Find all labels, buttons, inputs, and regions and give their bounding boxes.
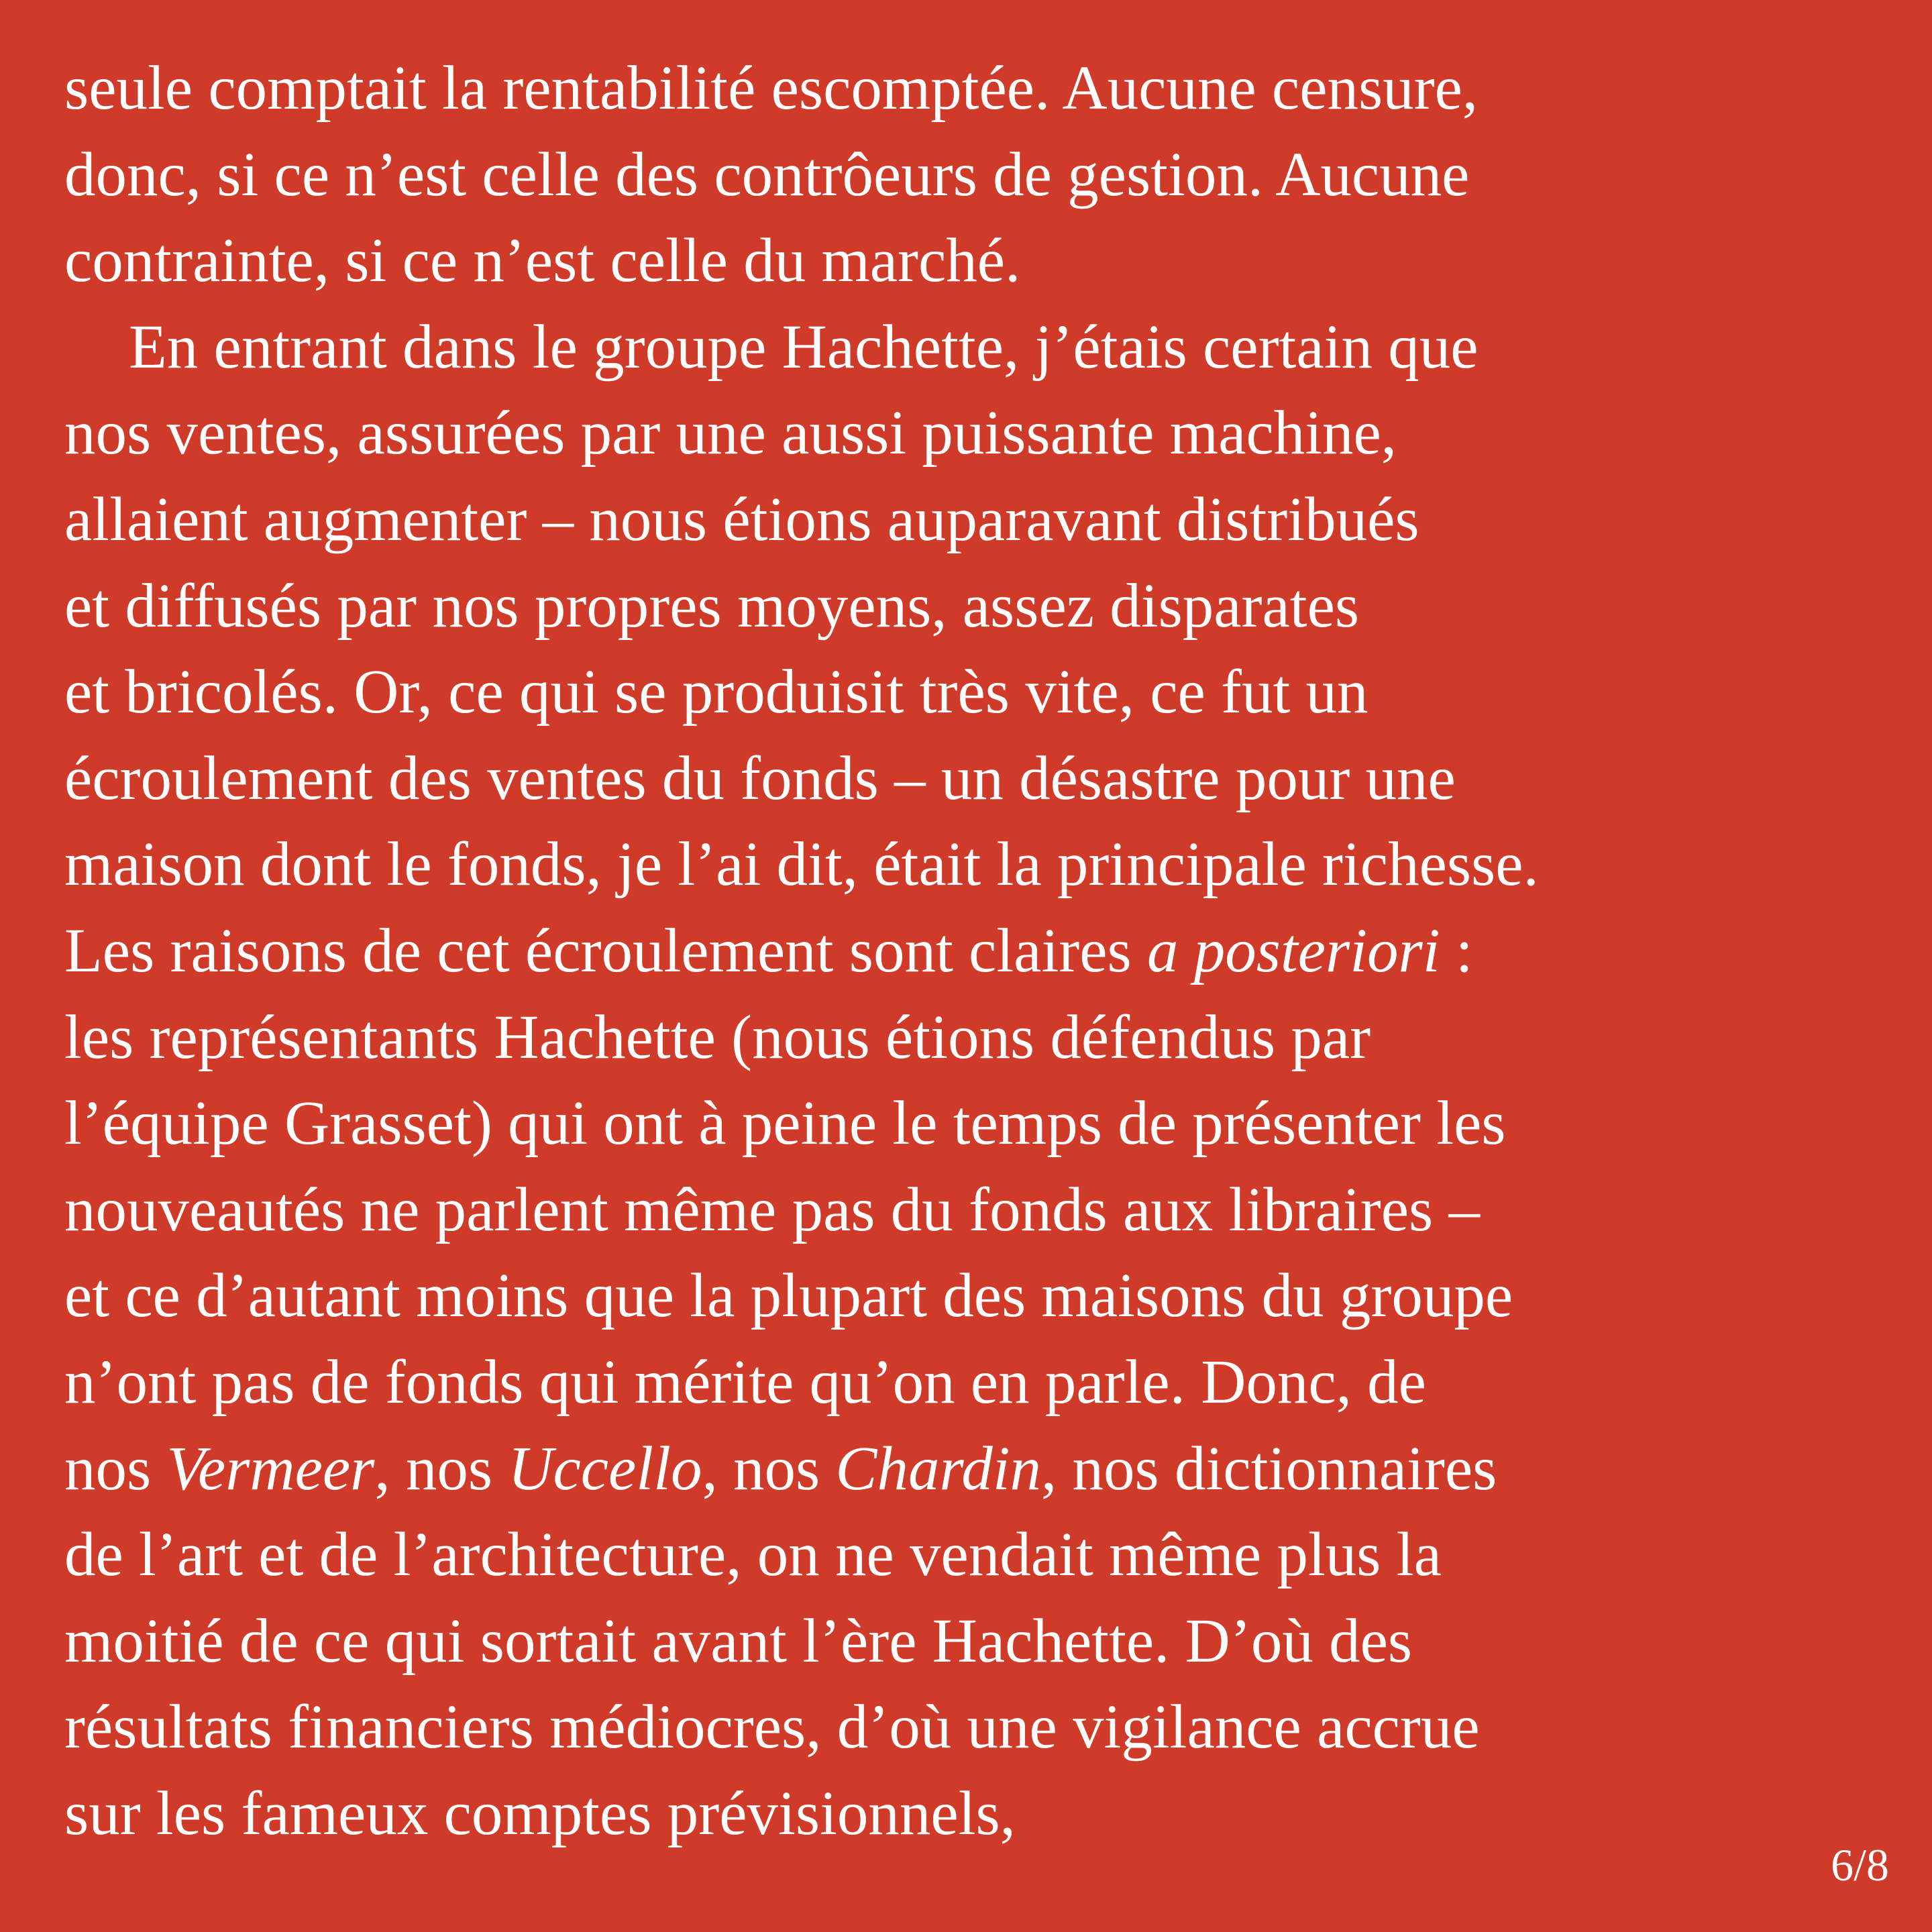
text-line: nouveautés ne parlent même pas du fonds aux libraires –: [64, 1175, 1480, 1244]
italic-phrase: a posteriori: [1146, 916, 1440, 985]
italic-title: Chardin: [835, 1434, 1042, 1503]
page-number: 6/8: [1831, 1839, 1889, 1890]
text-line: allaient augmenter – nous étions auparavant distribués: [64, 484, 1419, 554]
text-line: nos ventes, assurées par une aussi puissante machine,: [64, 398, 1397, 468]
text-line: [64, 1426, 1916, 1513]
text-line: [64, 908, 1916, 995]
text-line: maison dont le fonds, je l’ai dit, était la principale richesse.: [64, 830, 1539, 900]
text-segment: nos: [64, 1434, 167, 1503]
text-segment: , nos: [702, 1434, 836, 1503]
text-line: seule comptait la rentabilité escomptée. Aucune censure,: [64, 54, 1479, 123]
text-line: de l’art et de l’architecture, on ne vendait même plus la: [64, 1520, 1442, 1590]
body-text: [64, 46, 1916, 1857]
text-line: sur les fameux comptes prévisionnels,: [64, 1778, 1016, 1848]
italic-title: Uccello: [508, 1434, 702, 1503]
text-segment: :: [1440, 916, 1473, 985]
italic-title: Vermeer: [166, 1434, 375, 1503]
text-line: et ce d’autant moins que la plupart des maisons du groupe: [64, 1261, 1513, 1331]
text-line: écroulement des ventes du fonds – un désastre pour une: [64, 743, 1456, 813]
text-line: et diffusés par nos propres moyens, assez disparates: [64, 571, 1360, 641]
text-line: donc, si ce n’est celle des contrôeurs de gestion. Aucune: [64, 140, 1470, 209]
text-segment: , nos dictionnaires: [1041, 1434, 1497, 1503]
text-line: et bricolés. Or, ce qui se produisit très vite, ce fut un: [64, 657, 1368, 727]
text-segment: Les raisons de cet écroulement sont claires: [64, 916, 1147, 985]
text-line: moitié de ce qui sortait avant l’ère Hachette. D’où des: [64, 1606, 1413, 1676]
paragraph-first-line: En entrant dans le groupe Hachette, j’étais certain que: [129, 312, 1479, 382]
text-line: l’équipe Grasset) qui ont à peine le temps de présenter les: [64, 1089, 1506, 1159]
text-line: résultats financiers médiocres, d’où une vigilance accrue: [64, 1693, 1480, 1762]
text-line: les représentants Hachette (nous étions défendus par: [64, 1002, 1371, 1072]
text-segment: , nos: [374, 1434, 508, 1503]
text-line: contrainte, si ce n’est celle du marché.: [64, 226, 1021, 296]
text-line: n’ont pas de fonds qui mérite qu’on en parle. Donc, de: [64, 1347, 1426, 1417]
